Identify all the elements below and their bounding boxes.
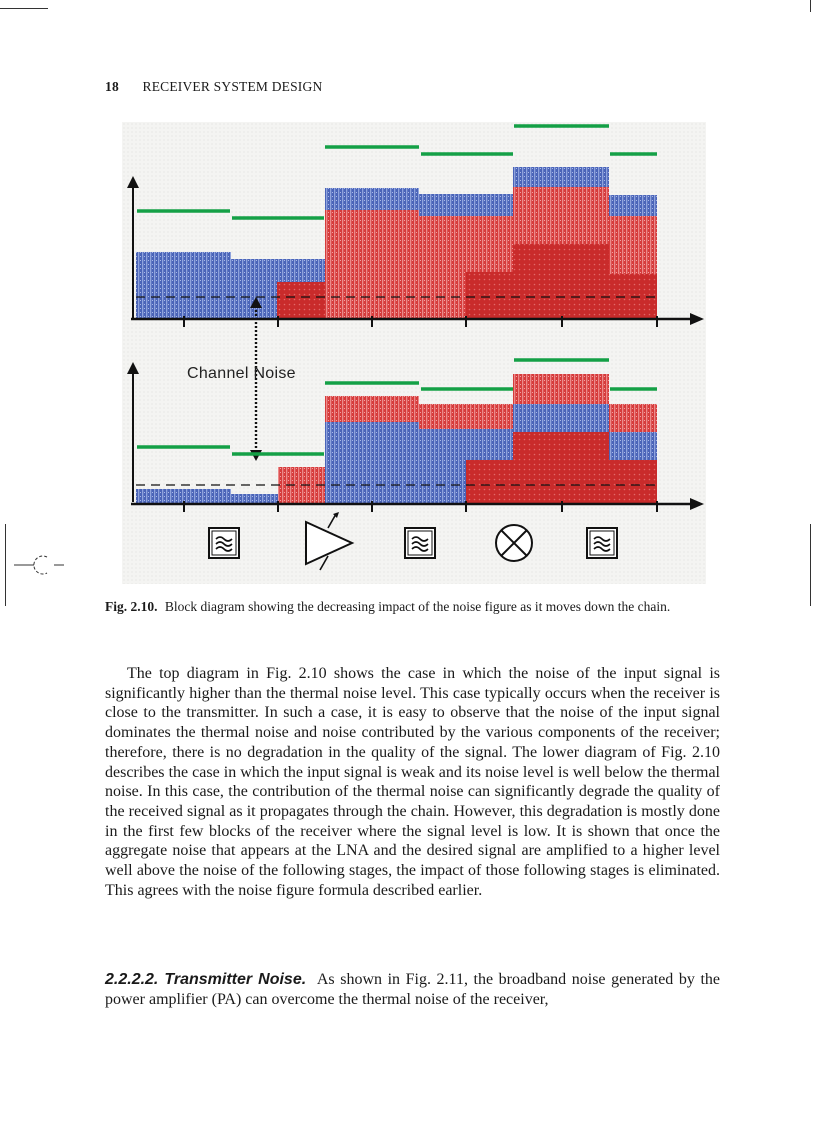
mixer-icon: [496, 525, 532, 561]
caption-label: Fig. 2.10.: [105, 599, 158, 614]
bottom-x-arrowhead: [690, 498, 704, 510]
filter-icon: [587, 528, 617, 558]
bottom-dark-bar-6: [609, 460, 657, 503]
bottom-noise-bar-3: [325, 422, 419, 503]
channel-noise-label: Channel Noise: [187, 365, 296, 382]
bottom-signal-bar-3: [325, 396, 419, 422]
body-paragraph: The top diagram in Fig. 2.10 shows the case in which the noise of the input signal is significantly higher than the thermal noise level. This case typically occurs when the receiver is close to the transmitter. In such a case, it is easy to observe that the noise of the input signal dominates the thermal noise and noise contributed by the various components of the receiver; therefore, there is no degradation in the quality of the signal. The lower diagram of Fig. 2.10 describes the case in which the input signal is weak and its noise level is well below the thermal noise. In this case, the contribution of the thermal noise can significantly degrade the quality of the received signal as it propagates through the chain. However, this degradation is mostly done in the first few blocks of the receiver where the signal level is low. It is shown that once the aggregate noise that appears at the LNA and the desired signal are amplified to a higher level well above the noise of the following stages, the impact of those following stages is eliminated. This agrees with the noise figure formula described earlier.: [105, 665, 720, 899]
top-y-arrowhead: [127, 176, 139, 188]
top-dark-bar-6: [609, 274, 657, 318]
filter-icon: [405, 528, 435, 558]
top-x-arrowhead: [690, 313, 704, 325]
running-head: [105, 79, 322, 95]
bottom-noise-bar-5: [513, 404, 609, 432]
crop-mark-left-bar: [5, 524, 6, 606]
bottom-dark-bar-4: [466, 460, 513, 503]
section-2-2-2-2: [105, 970, 720, 1009]
registration-mark: [14, 553, 64, 577]
bottom-signal-bar-5: [513, 374, 609, 404]
amplifier-icon: [306, 512, 352, 570]
bottom-noise-bar-6: [609, 432, 657, 460]
noise-diagram-svg: [122, 122, 706, 584]
crop-mark-top: [0, 8, 48, 9]
running-title: RECEIVER SYSTEM DESIGN: [142, 79, 323, 94]
bottom-y-arrowhead: [127, 362, 139, 374]
bottom-signal-bar-4: [419, 404, 513, 429]
filter-icon: [209, 528, 239, 558]
figure-noise-diagram: [122, 122, 706, 584]
top-diagram: [127, 126, 704, 327]
crop-mark-right: [810, 0, 811, 12]
figure-caption: [105, 597, 720, 616]
top-signal-bar-3: [325, 210, 419, 318]
top-dark-bar-4: [466, 272, 513, 318]
caption-text: Block diagram showing the decreasing impact of the noise figure as it moves down the chain.: [164, 599, 671, 614]
top-dark-bar-5: [513, 244, 609, 318]
section-title: 2.2.2.2. Transmitter Noise.: [105, 971, 307, 988]
bottom-noise-bar-1: [136, 489, 231, 503]
bottom-dark-bar-5: [513, 432, 609, 503]
top-signal-bar-2b: [277, 282, 325, 318]
section-text: As shown in Fig. 2.11, the broadband noise generated by the power amplifier (PA) can overcome the thermal noise of the receiver,: [105, 971, 720, 1008]
top-noise-bar-1: [136, 252, 231, 318]
bottom-noise-bar-2: [231, 494, 278, 503]
bottom-signal-bar-6: [609, 404, 657, 432]
page-number: 18: [105, 79, 119, 94]
crop-mark-right-bar: [810, 524, 811, 606]
